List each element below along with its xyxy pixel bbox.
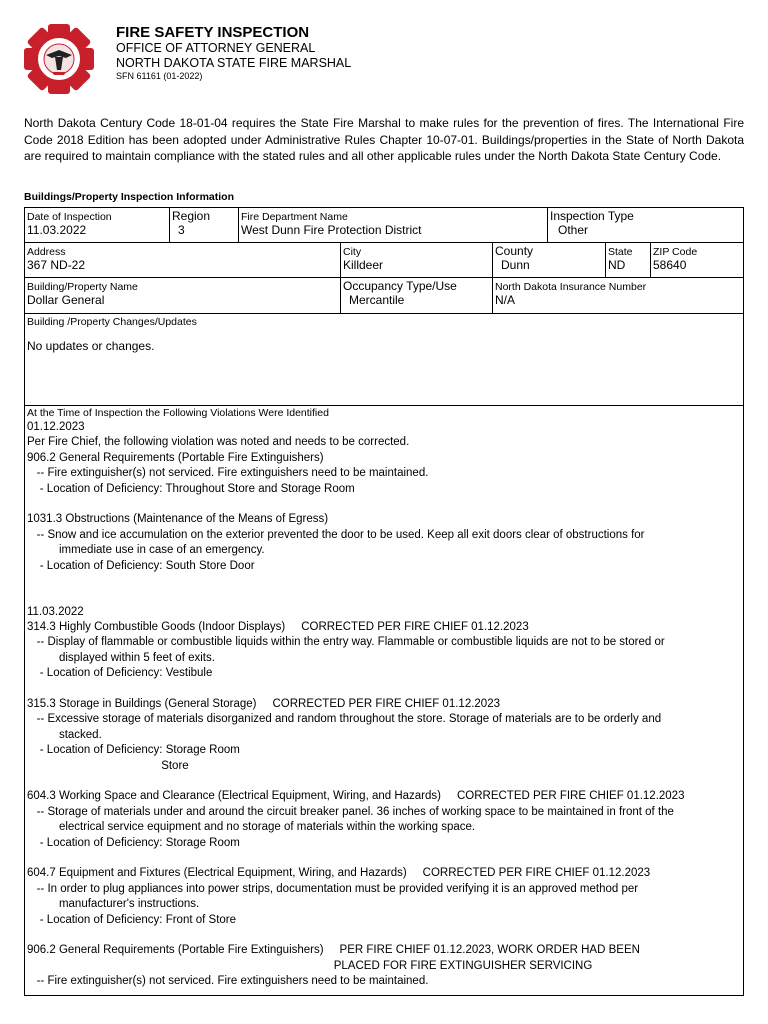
fire-marshal-seal-icon (22, 22, 96, 96)
state-value: ND (608, 258, 626, 272)
agency-name: NORTH DAKOTA STATE FIRE MARSHAL (116, 55, 352, 70)
violation-line: 01.12.2023 (27, 421, 85, 433)
violation-line: -- In order to plug appliances into power strips, documentation must be provided verifying it is an approved method per (27, 882, 639, 895)
document-header (116, 24, 351, 82)
dept-value: West Dunn Fire Protection District (241, 223, 422, 237)
violation-line (27, 589, 684, 604)
date-value: 11.03.2022 (27, 223, 87, 237)
violation-line: 11.03.2022 (27, 605, 84, 618)
property-label: Building/Property Name (27, 281, 138, 293)
section-title: Buildings/Property Inspection Information (24, 191, 235, 203)
violation-line: -- Snow and ice accumulation on the exterior prevented the door to be used. Keep all exit doors clear of obstructions for (27, 528, 645, 541)
violation-line: stacked. (27, 728, 102, 741)
inspection-type-label: Inspection Type (550, 209, 634, 223)
zip-label: ZIP Code (653, 246, 698, 258)
property-value: Dollar General (27, 293, 105, 307)
intro-paragraph: North Dakota Century Code 18-01-04 requires the State Fire Marshal to make rules for the prevention of fires. The International Fire Code 2018 Edition has been adopted under Administrative Rules Chapter 10-07-01. Buildings/properties in the State of North Dakota are required to maintain compliance with the stated rules and all other applicable rules under the North Dakota State Century Code. (24, 116, 744, 163)
address-value: 367 ND-22 (27, 258, 86, 272)
violation-line: 906.2 General Requirements (Portable Fire Extinguishers) PER FIRE CHIEF 01.12.2023, WORK ORDER HAD BEEN (27, 944, 640, 957)
violation-line: -- Fire extinguisher(s) not serviced. Fire extinguishers need to be maintained. (27, 975, 429, 988)
violation-line: 906.2 General Requirements (Portable Fire Extinguishers) (27, 451, 324, 464)
violation-line: - Location of Deficiency: Front of Store (27, 913, 237, 926)
dept-label: Fire Department Name (241, 211, 348, 223)
violation-line: 1031.3 Obstructions (Maintenance of the Means of Egress) (27, 513, 329, 526)
office-name: OFFICE OF ATTORNEY GENERAL (116, 41, 316, 55)
address-label: Address (27, 246, 66, 258)
zip-value: 58640 (653, 258, 687, 272)
violation-line: 314.3 Highly Combustible Goods (Indoor Displays) CORRECTED PER FIRE CHIEF 01.12.2023 (27, 621, 529, 634)
date-label: Date of Inspection (27, 211, 112, 223)
violation-line: electrical service equipment and no storage of materials within the working space. (27, 821, 476, 834)
violations-list (27, 420, 684, 989)
violation-line: Store (27, 759, 189, 772)
violation-line (27, 851, 684, 866)
form-number: SFN 61161 (01-2022) (116, 71, 203, 81)
violation-line: - Location of Deficiency: Throughout Store and Storage Room (27, 482, 355, 495)
violation-line: -- Storage of materials under and around the circuit breaker panel. 36 inches of working space to be maintained in front of the (27, 805, 674, 818)
changes-label: Building /Property Changes/Updates (27, 316, 197, 328)
violation-line: -- Fire extinguisher(s) not serviced. Fire extinguishers need to be maintained. (27, 467, 429, 480)
city-label: City (343, 246, 362, 258)
violation-line: manufacturer's instructions. (27, 898, 200, 911)
insurance-label: North Dakota Insurance Number (495, 281, 647, 293)
insurance-value: N/A (495, 293, 516, 307)
county-label: County (495, 244, 534, 258)
violation-line: 315.3 Storage in Buildings (General Storage) CORRECTED PER FIRE CHIEF 01.12.2023 (27, 698, 500, 711)
violations-label: At the Time of Inspection the Following Violations Were Identified (27, 407, 329, 419)
state-label: State (608, 246, 633, 258)
violation-line: - Location of Deficiency: Storage Room (27, 836, 240, 849)
violation-line: PLACED FOR FIRE EXTINGUISHER SERVICING (27, 959, 593, 972)
violation-line: - Location of Deficiency: Storage Room (27, 744, 240, 757)
violation-line (27, 574, 684, 589)
violation-line (27, 774, 684, 789)
violation-line: Per Fire Chief, the following violation was noted and needs to be corrected. (27, 436, 410, 449)
inspection-type-value: Other (558, 223, 589, 237)
violation-line: 604.3 Working Space and Clearance (Electrical Equipment, Wiring, and Hazards) CORRECTED PER FIRE CHIEF 01.12.2023 (27, 790, 685, 803)
occupancy-label: Occupancy Type/Use (343, 279, 457, 293)
violation-line: 604.7 Equipment and Fixtures (Electrical Equipment, Wiring, and Hazards) CORRECTED PER FIRE CHIEF 01.12.2023 (27, 867, 651, 880)
city-value: Killdeer (343, 258, 384, 272)
violation-line: -- Display of flammable or combustible liquids within the entry way. Flammable or combustible liquids are not to be stored or (27, 636, 665, 649)
occupancy-value: Mercantile (349, 293, 405, 307)
violation-line: displayed within 5 feet of exits. (27, 651, 215, 664)
county-value: Dunn (501, 258, 530, 272)
changes-value: No updates or changes. (27, 339, 155, 353)
violation-line: -- Excessive storage of materials disorganized and random throughout the store. Storage of materials are to be orderly and (27, 713, 662, 726)
document-title: FIRE SAFETY INSPECTION (116, 24, 310, 41)
violation-line (27, 497, 684, 512)
violation-line (27, 928, 684, 943)
region-value: 3 (178, 223, 185, 237)
inspection-form (24, 207, 744, 996)
violation-line (27, 682, 684, 697)
violation-line: immediate use in case of an emergency. (27, 544, 265, 557)
region-label: Region (172, 209, 211, 223)
violation-line: - Location of Deficiency: South Store Door (27, 559, 255, 572)
violation-line: - Location of Deficiency: Vestibule (27, 667, 213, 680)
